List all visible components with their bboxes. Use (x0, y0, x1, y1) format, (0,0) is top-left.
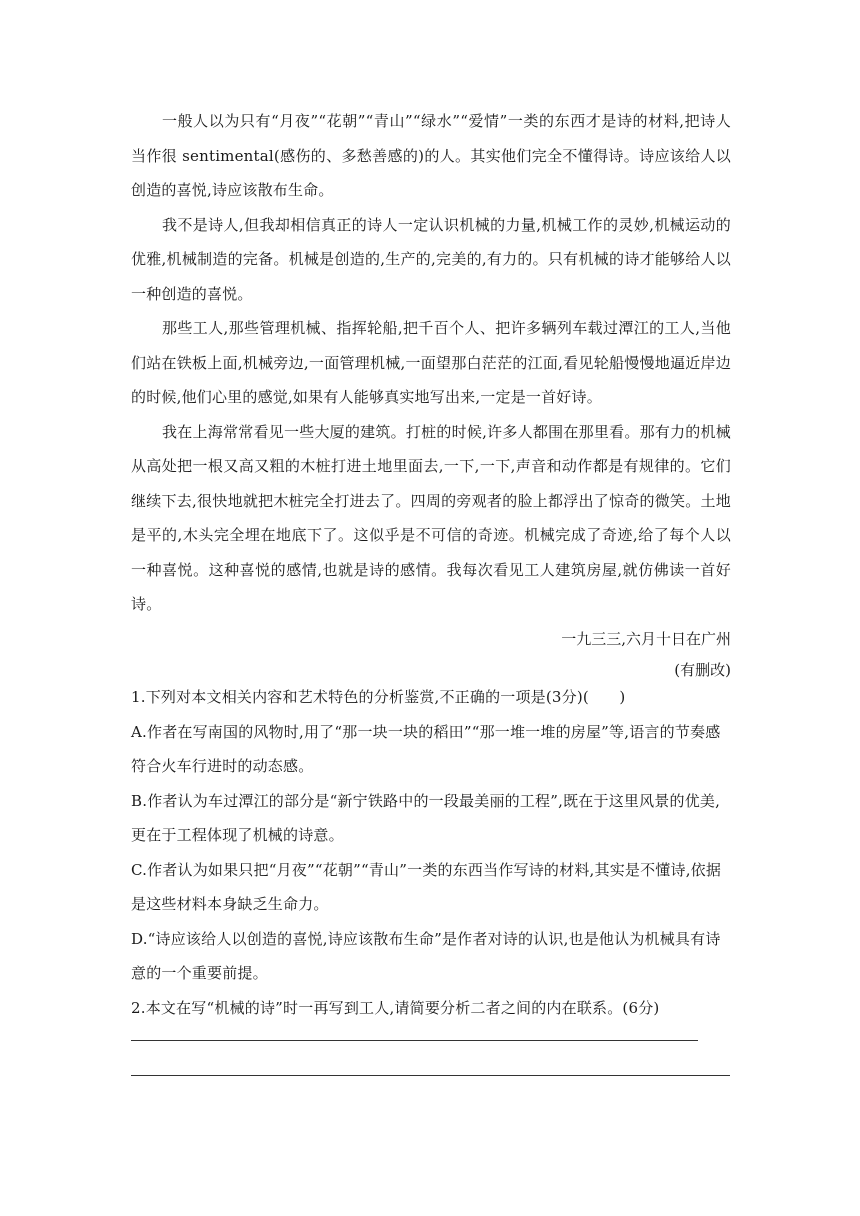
question-1-option-b: B.作者认为车过潭江的部分是“新宁铁路中的一段最美丽的工程”,既在于这里风景的优美,更在于工程体现了机械的诗意。 (131, 791, 721, 844)
passage-paragraph-2: 我不是诗人,但我却相信真正的诗人一定认识机械的力量,机械工作的灵妙,机械运动的优雅,机械制造的完备。机械是创造的,生产的,完美的,有力的。只有机械的诗才能够给人以一种创造的喜悦。 (131, 215, 731, 303)
passage-paragraph-1: 一般人以为只有“月夜”“花朝”“青山”“绿水”“爱情”一类的东西才是诗的材料,把诗人当作很 sentimental(感伤的、多愁善感的)的人。其实他们完全不懂得诗。诗应该给人以创造的喜悦,诗应该散布生命。 (131, 112, 731, 199)
edit-note: (有删改) (674, 660, 731, 679)
question-2-stem: 2.本文在写“机械的诗”时一再写到工人,请简要分析二者之间的内在联系。(6分) (131, 998, 660, 1017)
passage-paragraph-3: 那些工人,那些管理机械、指挥轮船,把千百个人、把许多辆列车载过潭江的工人,当他们站在铁板上面,机械旁边,一面管理机械,一面望那白茫茫的江面,看见轮船慢慢地逼近岸边的时候,他们心里的感觉,如果有人能够真实地写出来,一定是一首好诗。 (131, 319, 731, 406)
question-1-option-c: C.作者认为如果只把“月夜”“花朝”“青山”一类的东西当作写诗的材料,其实是不懂诗,依据是这些材料本身缺乏生命力。 (131, 860, 722, 913)
question-1-stem: 1.下列对本文相关内容和艺术特色的分析鉴赏,不正确的一项是(3分)( ) (131, 688, 626, 706)
answer-line[interactable] (131, 1040, 698, 1041)
answer-line[interactable] (131, 1075, 730, 1076)
question-1-option-a: A.作者在写南国的风物时,用了“那一块一块的稻田”“那一堆一堆的房屋”等,语言的节奏感符合火车行进时的动态感。 (131, 722, 721, 775)
date-line: 一九三三,六月十日在广州 (561, 629, 731, 648)
questions (131, 680, 731, 1025)
passage-paragraph-4: 我在上海常常看见一些大厦的建筑。打桩的时候,许多人都围在那里看。那有力的机械从高处把一根又高又粗的木桩打进土地里面去,一下,一下,声音和动作都是有规律的。它们继续下去,很快地就把木桩完全打进去了。四周的旁观者的脸上都浮出了惊奇的微笑。土地是平的,木头完全埋在地底下了。这似乎是不可信的奇迹。机械完成了奇迹,给了每个人以一种喜悦。这种喜悦的感情,也就是诗的感情。我每次看见工人建筑房屋,就仿佛读一首好诗。 (131, 422, 731, 613)
passage (131, 104, 731, 686)
question-1-option-d: D.“诗应该给人以创造的喜悦,诗应该散布生命”是作者对诗的认识,也是他认为机械具有诗意的一个重要前提。 (131, 929, 721, 982)
